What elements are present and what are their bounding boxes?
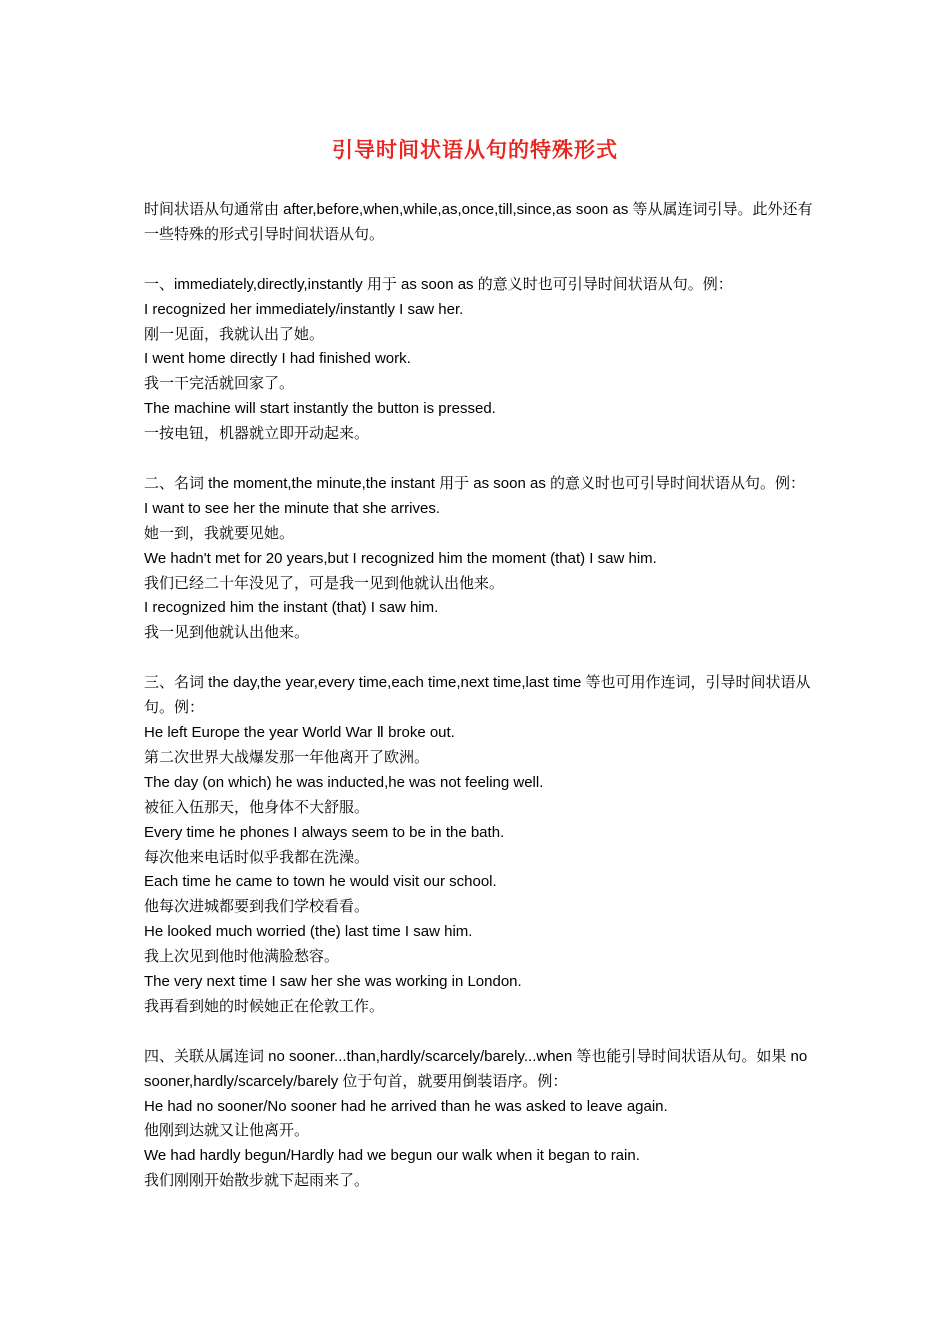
example-line: 被征入伍那天，他身体不大舒服。 [144,798,370,816]
document-title: 引导时间状语从句的特殊形式 [332,139,618,162]
spacer [144,646,816,671]
example-line: 每次他来电话时似乎我都在洗澡。 [144,848,370,866]
example-line: Every time he phones I always seem to be in the bath. [144,823,505,841]
example-line: 我一干完活就回家了。 [144,375,295,393]
example-line: He had no sooner/No sooner had he arrived than he was asked to leave again. [144,1097,668,1115]
example-line: 他每次进城都要到我们学校看看。 [144,898,370,916]
example-line: The very next time I saw her she was working in London. [144,973,522,991]
section-heading: 三、名词 the day,the year,every time,each time,next time,last time 等也可用作连词，引导时间状语从句。例： [144,674,811,717]
example-line: We hadn't met for 20 years,but I recognized him the moment (that) I saw him. [144,549,657,567]
spacer [144,248,816,273]
example-line: I want to see her the minute that she arrives. [144,499,440,517]
example-line: I recognized her immediately/instantly I saw her. [144,300,464,318]
example-line: Each time he came to town he would visit our school. [144,873,497,891]
section-1 [144,273,816,447]
example-line: 一按电钮，机器就立即开动起来。 [144,425,370,443]
spacer [144,1020,816,1045]
intro-paragraph: 时间状语从句通常由 after,before,when,while,as,once,till,since,as soon as 等从属连词引导。此外还有一些特殊的形式引导时间状语从句。 [144,201,813,243]
example-line: 刚一见面，我就认出了她。 [144,325,325,343]
example-line: He looked much worried (the) last time I saw him. [144,923,473,941]
example-line: 他刚到达就又让他离开。 [144,1122,310,1140]
example-line: 我上次见到他时他满脸愁容。 [144,948,340,966]
example-line: 我们已经二十年没见了，可是我一见到他就认出他来。 [144,574,505,592]
section-heading: 四、关联从属连词 no sooner...than,hardly/scarcely/barely...when 等也能引导时间状语从句。如果 no sooner,hardly/scarcely/barely 位于句首，就要用倒装语序。例： [144,1047,808,1090]
example-line: 我一见到他就认出他来。 [144,624,310,642]
example-line: 第二次世界大战爆发那一年他离开了欧洲。 [144,748,430,766]
section-heading: 一、immediately,directly,instantly 用于 as soon as 的意义时也可引导时间状语从句。例： [144,275,733,293]
example-line: I went home directly I had finished work. [144,350,411,368]
example-line: He left Europe the year World War Ⅱ broke out. [144,723,455,741]
section-2 [144,472,816,646]
document-body [144,198,816,1194]
example-line: 她一到，我就要见她。 [144,524,295,542]
example-line: 我们刚刚开始散步就下起雨来了。 [144,1172,370,1190]
example-line: The day (on which) he was inducted,he was not feeling well. [144,773,544,791]
example-line: The machine will start instantly the button is pressed. [144,400,496,418]
example-line: We had hardly begun/Hardly had we begun our walk when it began to rain. [144,1147,640,1165]
section-heading: 二、名词 the moment,the minute,the instant 用于 as soon as 的意义时也可引导时间状语从句。例： [144,474,806,492]
section-3 [144,671,816,1020]
example-line: I recognized him the instant (that) I saw him. [144,599,439,617]
section-4 [144,1045,816,1194]
example-line: 我再看到她的时候她正在伦敦工作。 [144,997,385,1015]
spacer [144,447,816,472]
